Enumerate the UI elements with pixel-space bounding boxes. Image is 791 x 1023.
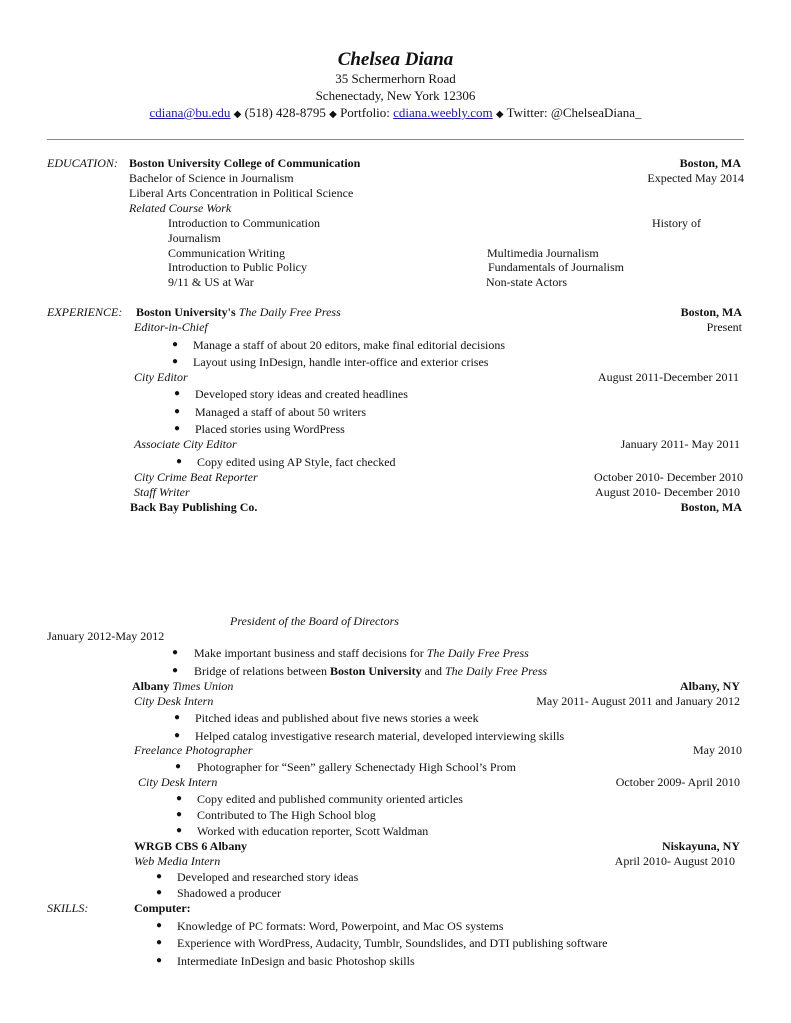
bullet-icon: ● [174, 423, 181, 434]
course-item: Communication Writing [168, 246, 285, 260]
job-bullet: Contributed to The High School blog [197, 808, 376, 822]
bullet-icon: ● [156, 955, 163, 966]
job-bullet: Make important business and staff decisions for The Daily Free Press [194, 646, 529, 660]
bullet-icon: ● [174, 406, 181, 417]
course-item: Journalism [168, 231, 221, 245]
employer-name: WRGB CBS 6 Albany [134, 839, 248, 853]
education-concentration: Liberal Arts Concentration in Political Science [129, 186, 354, 200]
course-item: Multimedia Journalism [487, 246, 599, 260]
diamond-separator-icon: ◆ [495, 109, 504, 120]
course-item: Introduction to Public Policy [168, 260, 307, 274]
skills-section-label: SKILLS: [47, 901, 89, 915]
bullet-icon: ● [176, 456, 183, 467]
job-dates: January 2012-May 2012 [47, 629, 165, 643]
job-dates: August 2011-December 2011 [597, 370, 739, 384]
skill-item: Knowledge of PC formats: Word, Powerpoint, and Mac OS systems [177, 919, 504, 933]
job-dates: August 2010- December 2010 [595, 485, 740, 499]
email-link[interactable]: cdiana@bu.edu [149, 105, 231, 120]
bullet-icon: ● [174, 730, 181, 741]
address-line-2: Schenectady, New York 12306 [315, 88, 476, 103]
header-divider [47, 139, 744, 140]
resume-name: Chelsea Diana [337, 49, 454, 70]
job-dates: May 2010 [693, 743, 742, 757]
job-bullet: Copy edited and published community oriented articles [197, 792, 463, 806]
job-bullet: Placed stories using WordPress [195, 422, 345, 436]
skill-item: Intermediate InDesign and basic Photoshop skills [177, 954, 415, 968]
bullet-icon: ● [176, 809, 183, 820]
job-title: Associate City Editor [134, 437, 237, 451]
bullet-icon: ● [176, 825, 183, 836]
bullet-icon: ● [175, 761, 182, 772]
employer-location: Boston, MA [680, 305, 742, 319]
job-dates: October 2009- April 2010 [615, 775, 740, 789]
job-dates: Present [706, 320, 742, 334]
phone-number: (518) 428-8795 [244, 105, 326, 120]
education-location: Boston, MA [679, 156, 741, 170]
job-bullet: Manage a staff of about 20 editors, make final editorial decisions [193, 338, 506, 352]
job-bullet: Bridge of relations between Boston University and The Daily Free Press [194, 664, 548, 678]
bullet-icon: ● [172, 647, 179, 658]
job-bullet: Layout using InDesign, handle inter-office and exterior crises [193, 355, 489, 369]
job-title: City Desk Intern [138, 775, 218, 789]
job-dates: May 2011- August 2011 and January 2012 [536, 694, 740, 708]
education-section-label: EDUCATION: [47, 156, 118, 170]
job-bullet: Photographer for “Seen” gallery Schenectady High School’s Prom [197, 760, 516, 774]
employer-location: Niskayuna, NY [661, 839, 740, 853]
bullet-icon: ● [156, 887, 163, 898]
education-degree: Bachelor of Science in Journalism [129, 171, 294, 185]
job-title: President of the Board of Directors [230, 614, 399, 628]
bullet-icon: ● [156, 937, 163, 948]
bullet-icon: ● [172, 339, 179, 350]
address-line-1: 35 Schermerhorn Road [335, 71, 456, 86]
job-bullet: Managed a staff of about 50 writers [195, 405, 367, 419]
course-item: Non-state Actors [486, 275, 567, 289]
employer-location: Albany, NY [679, 679, 740, 693]
job-bullet: Developed and researched story ideas [177, 870, 359, 884]
education-expected: Expected May 2014 [647, 171, 744, 185]
job-title: Web Media Intern [134, 854, 221, 868]
course-item: Introduction to Communication [168, 216, 320, 230]
course-item: 9/11 & US at War [168, 275, 254, 289]
portfolio-label: Portfolio: [340, 105, 390, 120]
diamond-separator-icon: ◆ [233, 109, 242, 120]
bullet-icon: ● [172, 356, 179, 367]
coursework-label: Related Course Work [129, 201, 232, 215]
job-title: Editor-in-Chief [134, 320, 208, 334]
experience-section-label: EXPERIENCE: [47, 305, 123, 319]
job-dates: January 2011- May 2011 [620, 437, 740, 451]
course-item: History of [652, 216, 701, 230]
education-school: Boston University College of Communication [129, 156, 361, 170]
bullet-icon: ● [174, 388, 181, 399]
bullet-icon: ● [174, 712, 181, 723]
course-item: Fundamentals of Journalism [488, 260, 624, 274]
job-title: Staff Writer [134, 485, 190, 499]
job-bullet: Helped catalog investigative research material, developed interviewing skills [195, 729, 565, 743]
portfolio-link[interactable]: cdiana.weebly.com [393, 105, 493, 120]
bullet-icon: ● [156, 871, 163, 882]
job-dates: October 2010- December 2010 [594, 470, 743, 484]
diamond-separator-icon: ◆ [329, 109, 337, 120]
job-bullet: Developed story ideas and created headlines [195, 387, 408, 401]
job-dates: April 2010- August 2010 [614, 854, 735, 868]
employer-name: Back Bay Publishing Co. [130, 500, 258, 514]
employer-location: Boston, MA [680, 500, 742, 514]
job-title: City Desk Intern [134, 694, 214, 708]
skills-category: Computer: [134, 901, 191, 915]
skill-item: Experience with WordPress, Audacity, Tumblr, Soundslides, and DTI publishing software [177, 936, 608, 950]
bullet-icon: ● [172, 665, 179, 676]
twitter-handle: Twitter: @ChelseaDiana_ [506, 105, 642, 120]
job-title: Freelance Photographer [134, 743, 253, 757]
contact-line [0, 105, 791, 123]
bullet-icon: ● [156, 920, 163, 931]
job-title: City Editor [134, 370, 188, 384]
employer-name: Albany Times Union [132, 679, 234, 693]
job-title: City Crime Beat Reporter [134, 470, 258, 484]
employer-name: Boston University's The Daily Free Press [136, 305, 341, 319]
job-bullet: Shadowed a producer [177, 886, 281, 900]
job-bullet: Worked with education reporter, Scott Waldman [197, 824, 429, 838]
bullet-icon: ● [176, 793, 183, 804]
job-bullet: Copy edited using AP Style, fact checked [197, 455, 396, 469]
job-bullet: Pitched ideas and published about five news stories a week [195, 711, 479, 725]
